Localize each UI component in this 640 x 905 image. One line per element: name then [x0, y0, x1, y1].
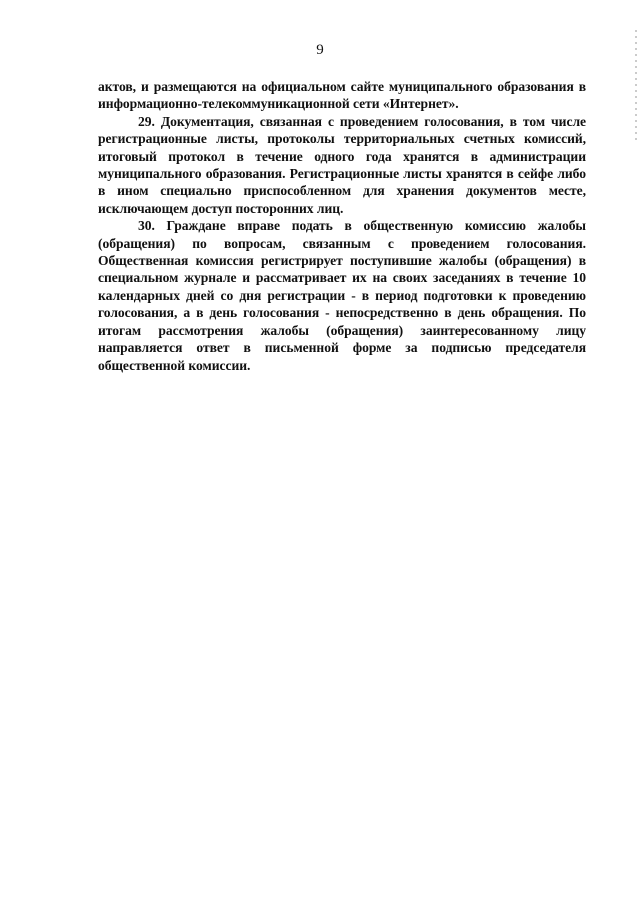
page-number: 9: [316, 42, 324, 58]
document-body: [98, 78, 586, 374]
paragraph-29: 29. Документация, связанная с проведением голосования, в том числе регистрационные листы, протоколы территориальных счетных комиссий, итоговый протокол в течение одного года хранятся в администрации муниципального образования. Регистрационные листы хранятся в сейфе либо в ином специально приспособленном для хранения документов месте, исключающем доступ посторонних лиц.: [98, 113, 586, 216]
paragraph-30: 30. Граждане вправе подать в общественную комиссию жалобы (обращения) по вопросам, связанным с проведением голосования. Общественная комиссия регистрирует поступившие жалобы (обращения) в специальном журнале и рассматривает их на своих заседаниях в течение 10 календарных дней со дня регистрации - в период подготовки к проведению голосования, а в день голосования - непосредственно в день обращения. По итогам рассмотрения жалобы (обращения) заинтересованному лицу направляется ответ в письменной форме за подписью председателя общественной комиссии.: [98, 218, 586, 373]
scan-edge-marks: [635, 30, 637, 140]
paragraph-continuation: актов, и размещаются на официальном сайте муниципального образования в информационно-телекоммуникационной сети «Интернет».: [98, 79, 586, 112]
